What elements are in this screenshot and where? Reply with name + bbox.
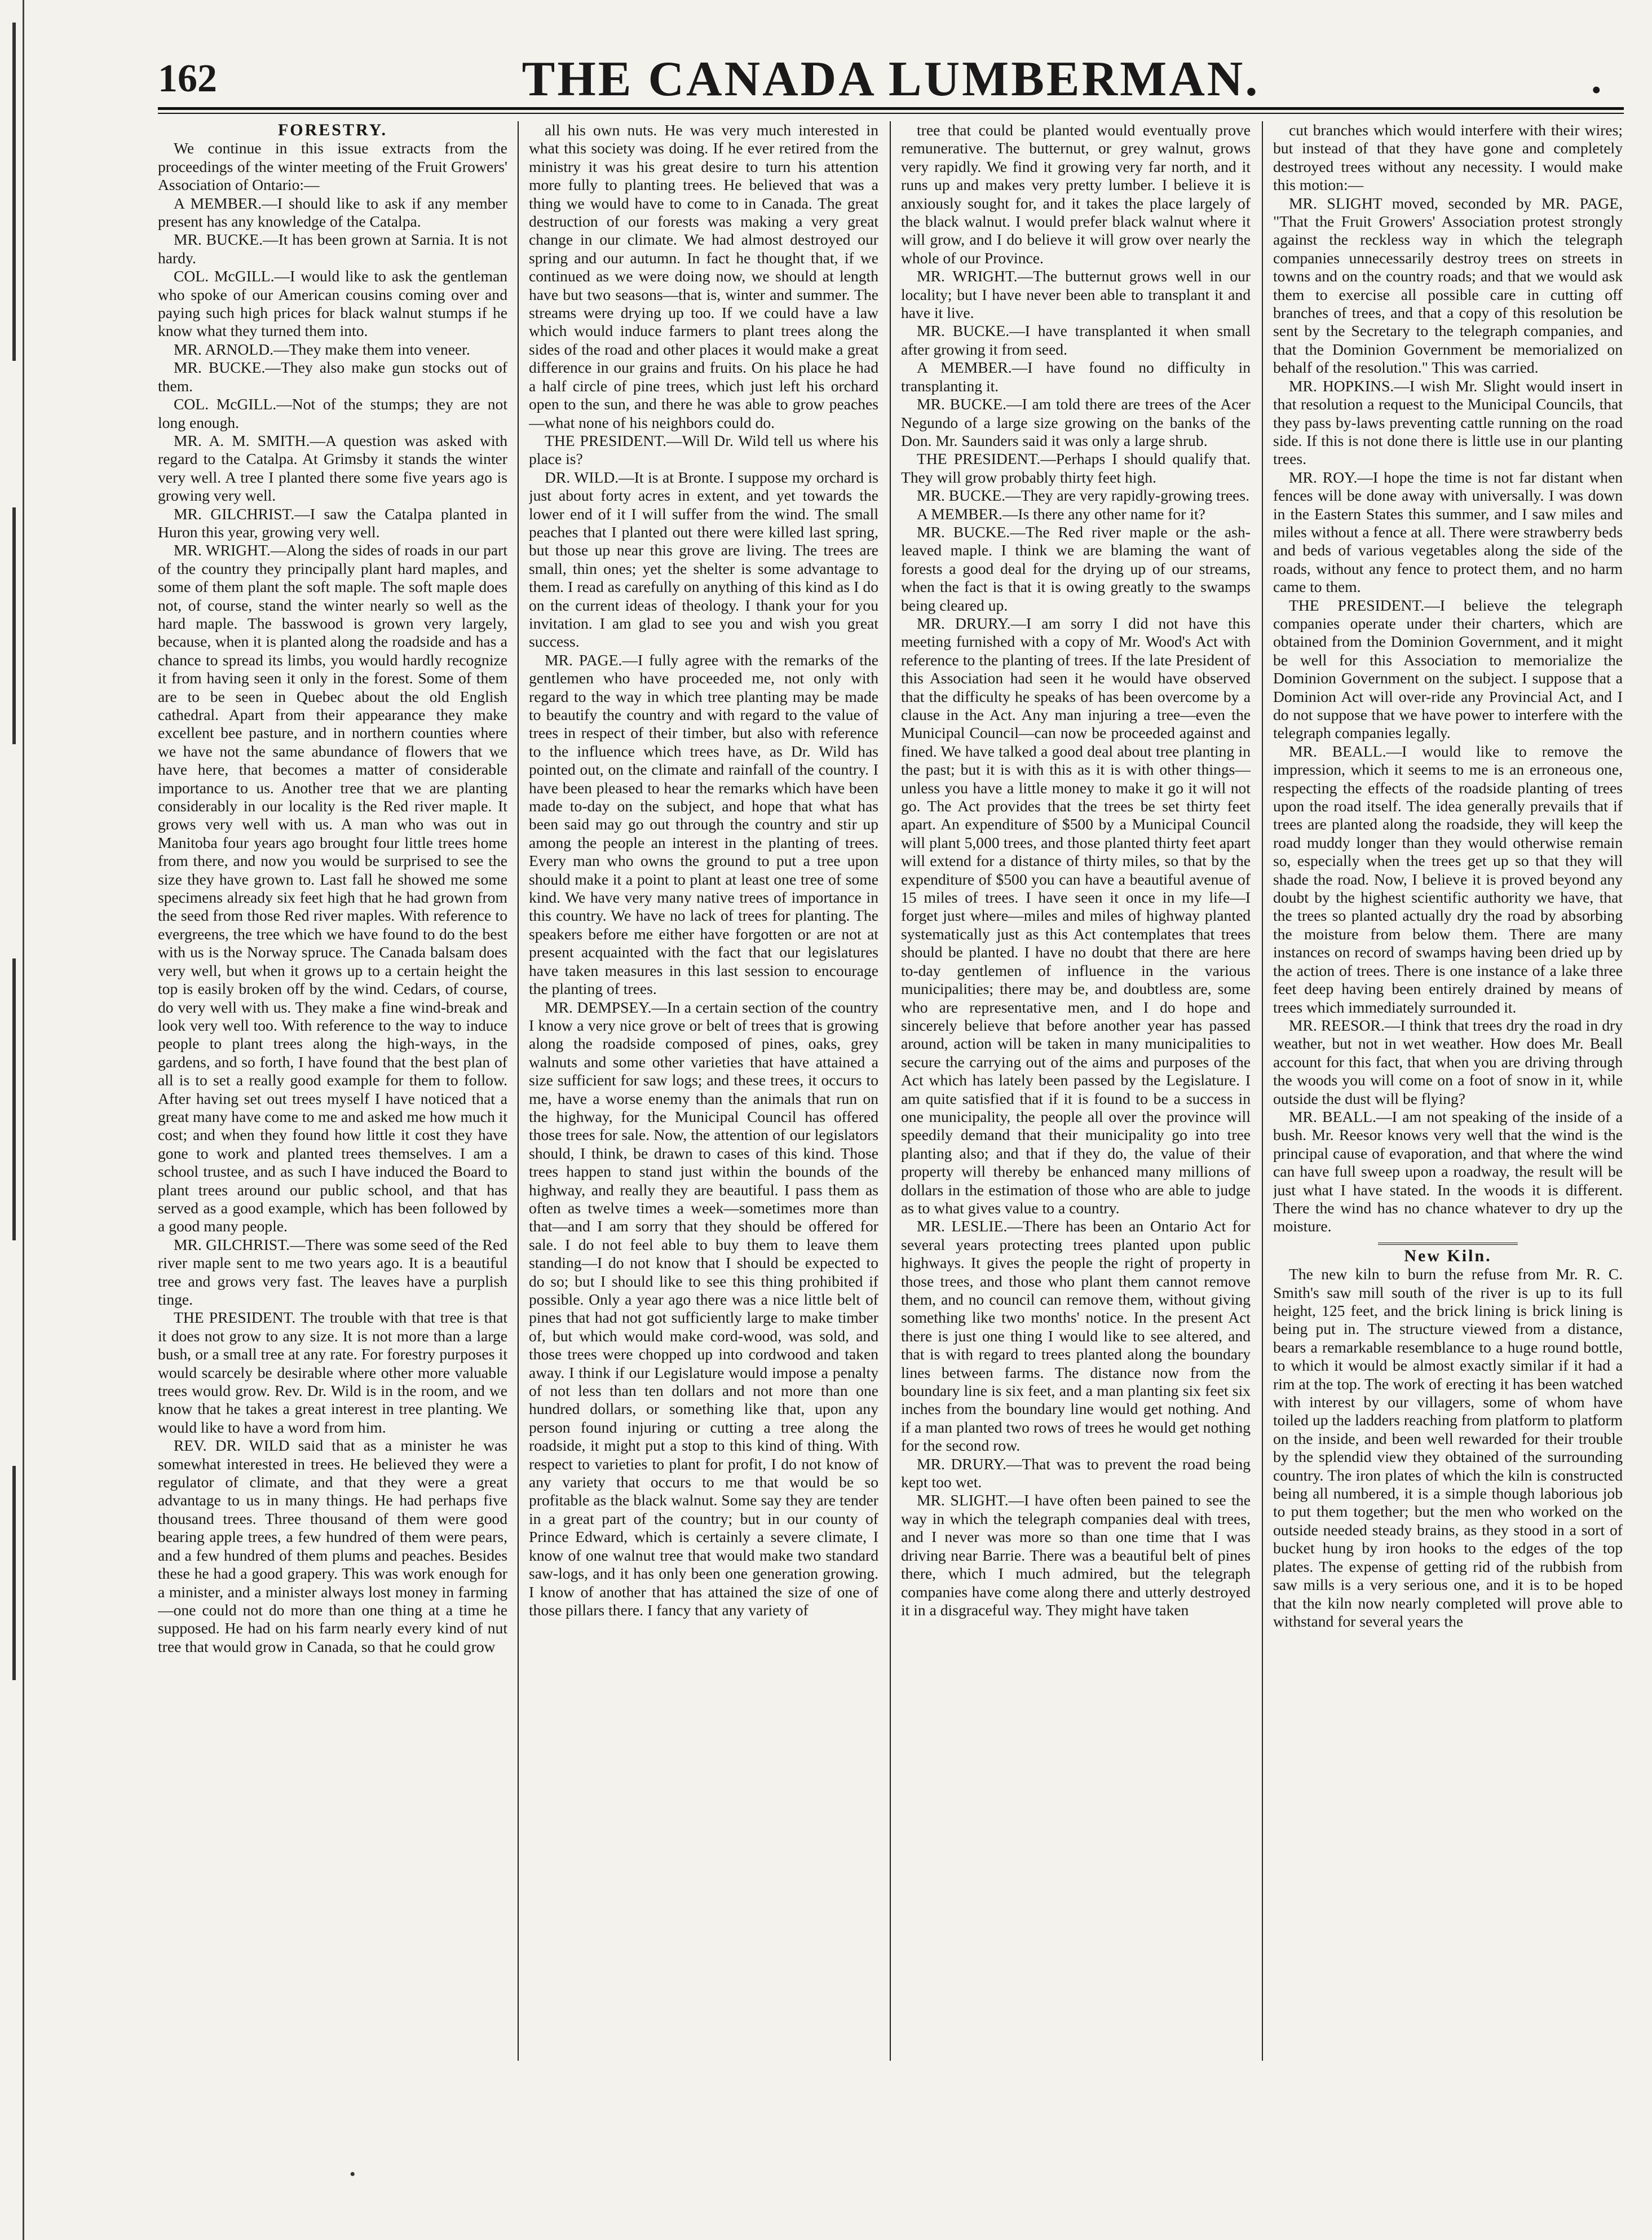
article-paragraph: We continue in this issue extracts from the proceedings of the winter meeting of the Fruit Growers' Association of Ontario:— bbox=[158, 139, 507, 194]
binding-mark bbox=[12, 1466, 16, 1680]
section-title-new-kiln: New Kiln. bbox=[1404, 1246, 1492, 1265]
masthead-rule-thin bbox=[158, 113, 1624, 114]
column-2 bbox=[529, 121, 878, 2095]
article-paragraph: MR. GILCHRIST.—There was some seed of the Red river maple sent to me two years ago. It is a beautiful tree and grows very fast. The leaves have a purplish tinge. bbox=[158, 1235, 507, 1308]
section-divider bbox=[1378, 1243, 1518, 1245]
article-paragraph: MR. WRIGHT.—Along the sides of roads in our part of the country they principally plant hard maples, and some of them plant the soft maple. The soft maple does not, of course, stand the winter nearly so well as the hard maple. The basswood is grown very largely, because, when it is planted along the roadside and has a chance to spread its limbs, you would hardly recognize it from having seen it only in the forest. Some of them are to be seen in Quebec about the old English cathedral. Apart from their appearance they make excellent bee pasture, and in northern counties where we have not the same abundance of flowers that we have here, that becomes a matter of considerable importance to us. Another tree that we are planting considerably in our locality is the Red river maple. It grows very well with us. A man who was out in Manitoba four years ago brought four little trees home from there, and now you would be surprised to see the size they have grown to. Last fall he showed me some specimens already six feet high that he had grown from the seed from those Red river maples. With reference to evergreens, the tree which we have found to do the best with us is the Norway spruce. The Canada balsam does very well, but when it grows up to a certain height the top is easily broken off by the wind. Cedars, of course, do very well with us. They make a fine wind-break and look very well too. With reference to the way to induce people to plant trees along the high-ways, in the gardens, and so forth, I have found that the best plan of all is to set a really good example for them to follow. After having set out trees myself I have noticed that a great many have come to me and asked me how much it cost; and when they found how little it cost they have gone to work and planted trees themselves. I am a school trustee, and as such I have induced the Board to plant trees around our public school, and that has served as a good example, which has been followed by a good many people. bbox=[158, 541, 507, 1235]
article-paragraph: A MEMBER.—I should like to ask if any member present has any knowledge of the Catalpa. bbox=[158, 194, 507, 231]
article-paragraph: MR. BUCKE.—They are very rapidly-growing trees. bbox=[917, 487, 1250, 505]
article-paragraph: MR. LESLIE.—There has been an Ontario Act for several years protecting trees planted upon public highways. It gives the people the right of property in those trees, and those who plant them cannot remove them, and no council can remove them, without giving something like two months' notice. In the present Act there is just one thing I would like to see altered, and that is with regard to trees planted along the boundary lines between farms. The distance now from the boundary line is six feet, and a man planting six feet six inches from the boundary line would get nothing. And if a man planted two rows of trees he would get nothing for the second row. bbox=[901, 1217, 1251, 1455]
binding-edge bbox=[23, 0, 24, 2240]
column-rule bbox=[1262, 121, 1263, 2061]
binding-mark bbox=[12, 507, 16, 744]
article-paragraph: MR. BUCKE.—They also make gun stocks out of them. bbox=[158, 359, 507, 395]
article-paragraph: cut branches which would interfere with their wires; but instead of that they have gone and completely destroyed trees without any necessity. I would make this motion:— bbox=[1273, 121, 1623, 194]
column-rule bbox=[890, 121, 891, 2061]
article-paragraph: COL. McGILL.—Not of the stumps; they are not long enough. bbox=[158, 395, 507, 431]
article-paragraph: MR. BUCKE.—It has been grown at Sarnia. It is not hardy. bbox=[158, 231, 507, 267]
column-1 bbox=[158, 121, 507, 2095]
article-paragraph: The new kiln to burn the refuse from Mr. R. C. Smith's saw mill south of the river is up to its full height, 125 feet, and the brick lining is brick lining is being put in. The structure viewed from a distance, bears a remarkable resemblance to a huge round bottle, to which it would be almost exactly similar if it had a rim at the top. The work of erecting it has been watched with interest by our villagers, some of whom have toiled up the ladders reaching from platform to platform on the inside, and been well rewarded for their trouble by the splendid view they obtained of the surrounding country. The iron plates of which the kiln is constructed being all numbered, it is a simple though laborious job to put them together; but the men who worked on the outside needed steady brains, as they stood in a sort of bucket hung by iron hooks to the edges of the top plates. The expense of getting rid of the rubbish from saw mills is a very serious one, and it is to be hoped that the kiln now nearly completed will prove able to withstand for several years the bbox=[1273, 1265, 1623, 1630]
masthead-rule bbox=[158, 107, 1624, 110]
article-paragraph: MR. BEALL.—I am not speaking of the inside of a bush. Mr. Reesor knows very well that the wind is the principal cause of evaporation, and that where the wind can have full sweep upon a roadway, the result will be just what I have stated. In the woods it is different. There the wind has no chance whatever to dry up the moisture. bbox=[1273, 1107, 1623, 1235]
article-paragraph: MR. REESOR.—I think that trees dry the road in dry weather, but not in wet weather. How does Mr. Beall account for this fact, that when you are driving through the woods you will come on a foot of snow in it, while outside the dust will be flying? bbox=[1273, 1016, 1623, 1107]
article-paragraph: MR. PAGE.—I fully agree with the remarks of the gentlemen who have proceeded me, not only with regard to the way in which tree planting may be made to beautify the country and with regard to the value of trees in respect of their timber, but also with reference to the influence which trees have, as Dr. Wild has pointed out, on the climate and rainfall of the country. I have been pleased to hear the remarks which have been made to-day on the subject, and hope that what has been said may go out through the country and stir up among the people an interest in the planting of trees. Every man who owns the ground to put a tree upon should make it a point to plant at least one tree of some kind. We have very many native trees of importance in this country. We have no lack of trees for planting. The speakers before me either have forgotten or are not at present acquainted with the fact that our legislatures have taken measures in this last session to encourage the planting of trees. bbox=[529, 651, 878, 998]
article-paragraph: DR. WILD.—It is at Bronte. I suppose my orchard is just about forty acres in extent, and yet towards the lower end of it I will suffer from the wind. The small peaches that I planted out there were killed last spring, but those up near this grove are living. The trees are small, thin ones; yet the shelter is some advantage to them. I read as carefully on anything of this kind as I do on the current ideas of theology. I thank your for you invitation. I am glad to see you and wish you great success. bbox=[529, 468, 878, 651]
article-paragraph: MR. ARNOLD.—They make them into veneer. bbox=[174, 340, 470, 358]
article-paragraph: MR. DEMPSEY.—In a certain section of the country I know a very nice grove or belt of trees that is growing along the roadside composed of pines, oaks, grey walnuts and some other varieties that have attained a size sufficient for saw logs; and these trees, it occurs to me, have a worse enemy than the animals that run on the highway, for the Municipal Council has offered those trees for sale. Now, the attention of our legislators should, I think, be drawn to cases of this kind. Those trees happen to stand just within the bounds of the highway, and really they are beautiful. I pass them as often as twelve times a week—sometimes more than that—and I am sorry that they should be offered for sale. I do not feel able to buy them to leave them standing—I do not know that I should be expected to do so; but I should like to see this thing prohibited if possible. Only a year ago there was a nice little belt of pines that had not got sufficiently large to make timber of, but which would make cord-wood, was sold, and those trees were chopped up into cordwood and taken away. I think if our Legislature would impose a penalty of not less than ten dollars and not more than one hundred dollars, or something like that, upon any person found injuring or cutting a tree along the roadside, it might put a stop to this kind of thing. With respect to varieties to plant for profit, I do not know of any variety that occurs to me that would be so profitable as the black walnut. Some say they are tender in a great part of the country; but in our county of Prince Edward, which is certainly a severe climate, I know of one walnut tree that would make two standard saw-logs, and it has only been one generation growing. I know of another that has attained the size of one of those pillars there. I fancy that any variety of bbox=[529, 998, 878, 1619]
article-columns bbox=[158, 121, 1624, 2095]
article-paragraph: THE PRESIDENT.—I believe the telegraph companies operate under their charters, which are obtained from the Dominion Government, and it might be well for this Association to memorialize the Dominion Government on the subject. I suppose that a Dominion Act will over-ride any Provincial Act, and I do not suppose that we have power to interfere with the telegraph companies legally. bbox=[1273, 596, 1623, 742]
article-paragraph: MR. SLIGHT.—I have often been pained to see the way in which the telegraph companies deal with trees, and I never was more so than one time that I was driving near Barrie. There was a beautiful belt of pines there, which I much admired, but the telegraph companies have come along there and utterly destroyed it in a disgraceful way. They might have taken bbox=[901, 1491, 1251, 1619]
article-paragraph: MR. BUCKE.—I am told there are trees of the Acer Negundo of a large size growing on the banks of the Don. Mr. Saunders said it was only a large shrub. bbox=[901, 395, 1251, 449]
article-paragraph: tree that could be planted would eventually prove remunerative. The butternut, or grey walnut, grows very rapidly. We find it growing very far north, and it runs up and makes very pretty lumber. I believe it is anxiously sought for, and it takes the place largely of the black walnut. I would prefer black walnut where it will grow, and I do believe it will grow over nearly the whole of our Province. bbox=[901, 121, 1251, 267]
binding-mark bbox=[12, 23, 16, 361]
column-rule bbox=[518, 121, 519, 2061]
article-paragraph: MR. DRURY.—That was to prevent the road being kept too wet. bbox=[901, 1455, 1251, 1491]
article-paragraph: MR. SLIGHT moved, seconded by MR. PAGE, "That the Fruit Growers' Association protest strongly against the reckless way in which the telegraph companies unnecessarily destroy trees on streets in towns and on the country roads; and that we would ask them to exercise all possible care in cutting off branches of trees, and that a copy of this resolution be sent by the Secretary to the telegraph companies, and that the Dominion Government be memorialized on behalf of the resolution." This was carried. bbox=[1273, 194, 1623, 377]
article-paragraph: A MEMBER.—Is there any other name for it? bbox=[917, 505, 1205, 523]
section-title-forestry: FORESTRY. bbox=[277, 121, 388, 139]
newspaper-title: THE CANADA LUMBERMAN. bbox=[522, 52, 1260, 107]
ink-speck: • bbox=[350, 2165, 356, 2184]
article-paragraph: MR. GILCHRIST.—I saw the Catalpa planted in Huron this year, growing very well. bbox=[158, 505, 507, 541]
article-paragraph: THE PRESIDENT. The trouble with that tree is that it does not grow to any size. It is not more than a large bush, or a small tree at any rate. For forestry purposes it would scarcely be desirable where other more valuable trees would grow. Rev. Dr. Wild is in the room, and we know that he takes a great interest in tree planting. We would like to have a word from him. bbox=[158, 1309, 507, 1436]
article-paragraph: COL. McGILL.—I would like to ask the gentleman who spoke of our American cousins coming over and paying such high prices for black walnut stumps if he know what they turned them into. bbox=[158, 267, 507, 340]
masthead-bullet: • bbox=[1591, 74, 1601, 105]
article-paragraph: MR. BUCKE.—The Red river maple or the ash-leaved maple. I think we are blaming the want of forests a good deal for the drying up of our streams, when the fact is that it is owing greatly to the swamps being cleared up. bbox=[901, 523, 1251, 614]
column-3 bbox=[901, 121, 1251, 2095]
article-paragraph: MR. WRIGHT.—The butternut grows well in our locality; but I have never been able to transplant it and have it live. bbox=[901, 267, 1251, 322]
article-paragraph: A MEMBER.—I have found no difficulty in transplanting it. bbox=[901, 359, 1251, 395]
page-number: 162 bbox=[158, 57, 217, 100]
binding-mark bbox=[12, 958, 16, 1240]
article-paragraph: MR. BUCKE.—I have transplanted it when small after growing it from seed. bbox=[901, 322, 1251, 358]
article-paragraph: THE PRESIDENT.—Will Dr. Wild tell us where his place is? bbox=[529, 431, 878, 468]
article-paragraph: MR. A. M. SMITH.—A question was asked with regard to the Catalpa. At Grimsby it stands the winter very well. A tree I planted there some five years ago is growing very well. bbox=[158, 431, 507, 505]
article-paragraph: MR. DRURY.—I am sorry I did not have this meeting furnished with a copy of Mr. Wood's Act with reference to the planting of trees. If the late President of this Association had seen it he would have observed that the difficulty he speaks of has been overcome by a clause in the Act. Any man injuring a tree—even the Municipal Council—can now be proceeded against and fined. We have talked a good deal about tree planting in the past; but it is with this as it is with other things—unless you have a little money to make it go it will not go. The Act provides that the trees be set thirty feet apart. An expenditure of $500 by a Municipal Council will plant 5,000 trees, and those planted thirty feet apart will extend for a distance of thirty miles, so that by the expenditure of $500 you can have a beautiful avenue of 15 miles of trees. I have seen it once in my life—I forget just where—miles and miles of highway planted systematically just as this Act contemplates that trees should be planted. I have no doubt that there are here to-day gentlemen of influence in the various municipalities; there may be, and doubtless are, some who are representative men, and I do hope and sincerely believe that before another year has passed around, action will be taken in many municipalities to secure the carrying out of the aims and purposes of the Act which has lately been passed by the Legislature. I am quite satisfied that if it is found to be a success in one municipality, the people all over the province will speedily demand that their municipality go into tree planting also; and that if they do, the value of their property will thereby be enhanced many millions of dollars in the estimation of those who are able to judge as to what gives value to a country. bbox=[901, 614, 1251, 1217]
article-paragraph: MR. HOPKINS.—I wish Mr. Slight would insert in that resolution a request to the Municipal Councils, that they pass by-laws preventing cattle running on the road side. If this is not done there is little use in our planting trees. bbox=[1273, 377, 1623, 468]
column-4 bbox=[1273, 121, 1623, 2095]
article-paragraph: REV. DR. WILD said that as a minister he was somewhat interested in trees. He believed they were a regulator of climate, and that they were a great advantage to us in many things. He had perhaps five thousand trees. Three thousand of them were good bearing apple trees, a few hundred of them were pears, and a few hundred of them plums and peaches. Besides these he had a good grapery. This was work enough for a minister, and a minister always lost money in farming—one could not do more than one thing at a time he supposed. He had on his farm nearly every kind of nut tree that would grow in Canada, so that he could grow bbox=[158, 1437, 507, 1655]
article-paragraph: MR. ROY.—I hope the time is not far distant when fences will be done away with universally. I was down in the Eastern States this summer, and I saw miles and miles without a fence at all. There were strawberry beds and beds of various vegetables along the side of the roads, without any fence to protect them, and no harm came to them. bbox=[1273, 468, 1623, 596]
article-paragraph: THE PRESIDENT.—Perhaps I should qualify that. They will grow probably thirty feet high. bbox=[901, 450, 1251, 486]
article-paragraph: MR. BEALL.—I would like to remove the impression, which it seems to me is an erroneous one, respecting the effects of the roadside planting of trees upon the road itself. The idea generally prevails that if trees are planted along the roadside, they will keep the road muddy longer than they would otherwise remain so, especially when the trees get up so that they will shade the road. Now, I believe it is proved beyond any doubt by the highest scientific authority we have, that the trees so planted actually dry the road by absorbing the moisture from below them. There are many instances on record of swamps having been dried up by the action of trees. There is one instance of a lake three feet deep having been entirely drained by means of trees which immediately surrounded it. bbox=[1273, 742, 1623, 1016]
article-paragraph: all his own nuts. He was very much interested in what this society was doing. If he ever retired from the ministry it was his great desire to turn his attention more fully to planting trees. He believed that was a thing we would have to come to in Canada. The great destruction of our forests was making a very great change in our climate. We had almost destroyed our spring and our autumn. In fact he thought that, if we continued as we were doing now, we should at length have but two seasons—that is, winter and summer. The streams were drying up too. If we could have a law which would induce farmers to plant trees along the sides of the road and other places it would make a great difference in our grains and fruits. On his place he had a half circle of pine trees, which just left his orchard open to the sun, and there he was able to grow peaches—what none of his neighbors could do. bbox=[529, 121, 878, 431]
